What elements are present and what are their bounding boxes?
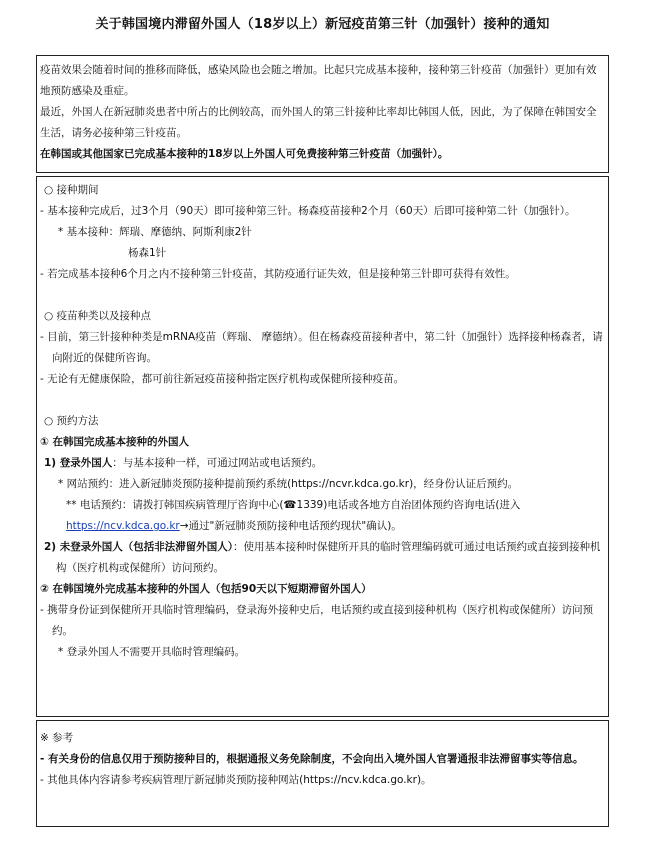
booking-sub-1-label: 1) 登录外国人	[44, 457, 113, 469]
booking-section-2-item: - 携带身份证到保健所开具临时管理编码，登录海外接种史后，电话预约或直接到接种机构（医疗机构或保健所）访问预约。	[40, 604, 594, 637]
phone-booking-note	[40, 495, 606, 537]
intro-highlight: 在韩国或其他国家已完成基本接种的18岁以上外国人可免费接种第三针疫苗（加强针）。	[40, 148, 449, 160]
booking-section-2-title: ② 在韩国境外完成基本接种的外国人（包括90天以下短期滞留外国人）	[40, 583, 372, 595]
period-item-1: - 基本接种完成后，过3个月（90天）即可接种第三针。杨森疫苗接种2个月（60天）后即可接种第二针（加强针）。	[40, 205, 576, 217]
spacer	[40, 285, 606, 306]
types-heading: ○ 疫苗种类以及接种点	[44, 310, 151, 322]
reference-item-2: - 其他具体内容请参考疾病管理厅新冠肺炎预防接种网站(https://ncv.kdca.go.kr)。	[40, 774, 432, 786]
intro-paragraph-1: 疫苗效果会随着时间的推移而降低，感染风险也会随之增加。比起只完成基本接种，接种第三针疫苗（加强针）更加有效地预防感染及重症。	[40, 64, 597, 97]
types-item-2: - 无论有无健康保险，都可前往新冠疫苗接种指定医疗机构或保健所接种疫苗。	[40, 373, 405, 385]
intro-box	[36, 55, 609, 173]
booking-sub-1-text: ：与基本接种一样，可通过网站或电话预约。	[112, 457, 323, 469]
booking-section-2-note: * 登录外国人不需要开具临时管理编码。	[58, 646, 246, 658]
phone-booking-note-text: ** 电话预约：请拨打韩国疾病管理厅咨询中心(☎1339)电话或各地方自治团体预约咨询电话(进入	[66, 499, 521, 511]
period-note-line-2: 杨森1针	[128, 247, 167, 259]
main-info-box	[36, 176, 609, 717]
reference-heading: ※ 参考	[40, 732, 74, 744]
period-heading: ○ 接种期间	[44, 184, 99, 196]
period-note: * 基本接种：辉瑞、摩德纳、阿斯利康2针	[58, 226, 252, 238]
booking-sub-2-text: ：使用基本接种时保健所开具的临时管理编码就可通过电话预约或直接到接种机构（医疗机构或保健所）访问预约。	[56, 541, 601, 574]
booking-sub-2-label: 2) 未登录外国人（包括非法滞留外国人）	[44, 541, 234, 553]
booking-sub-1	[40, 453, 606, 474]
period-item-2: - 若完成基本接种6个月之内不接种第三针疫苗，其防疫通行证失效，但是接种第三针即可获得有效性。	[40, 268, 516, 280]
booking-heading: ○ 预约方法	[44, 415, 99, 427]
spacer	[40, 390, 606, 411]
ncv-link[interactable]: https://ncv.kdca.go.kr	[66, 520, 180, 532]
page-title: 关于韩国境内滞留外国人（18岁以上）新冠疫苗第三针（加强针）接种的通知	[95, 17, 550, 32]
intro-paragraph-2: 最近，外国人在新冠肺炎患者中所占的比例较高，而外国人的第三针接种比率却比韩国人低，因此，为了保障在韩国安全生活，请务必接种第三针疫苗。	[40, 106, 597, 139]
booking-section-1-title: ① 在韩国完成基本接种的外国人	[40, 436, 190, 448]
reference-item-1: - 有关身份的信息仅用于预防接种目的，根据通报义务免除制度，不会向出入境外国人官署通报非法滞留事实等信息。	[40, 753, 584, 765]
reference-box	[36, 720, 609, 827]
types-item-1: - 目前，第三针接种种类是mRNA疫苗（辉瑞、 摩德纳）。但在杨森疫苗接种者中，第二针（加强针）选择接种杨森者，请向附近的保健所咨询。	[40, 331, 603, 364]
phone-booking-note-tail: →通过"新冠肺炎预防接种电话预约现状"确认)。	[179, 520, 402, 532]
booking-sub-2	[40, 537, 606, 579]
web-booking-note: * 网站预约：进入新冠肺炎预防接种提前预约系统(https://ncvr.kdca.go.kr)，经身份认证后预约。	[58, 478, 519, 490]
